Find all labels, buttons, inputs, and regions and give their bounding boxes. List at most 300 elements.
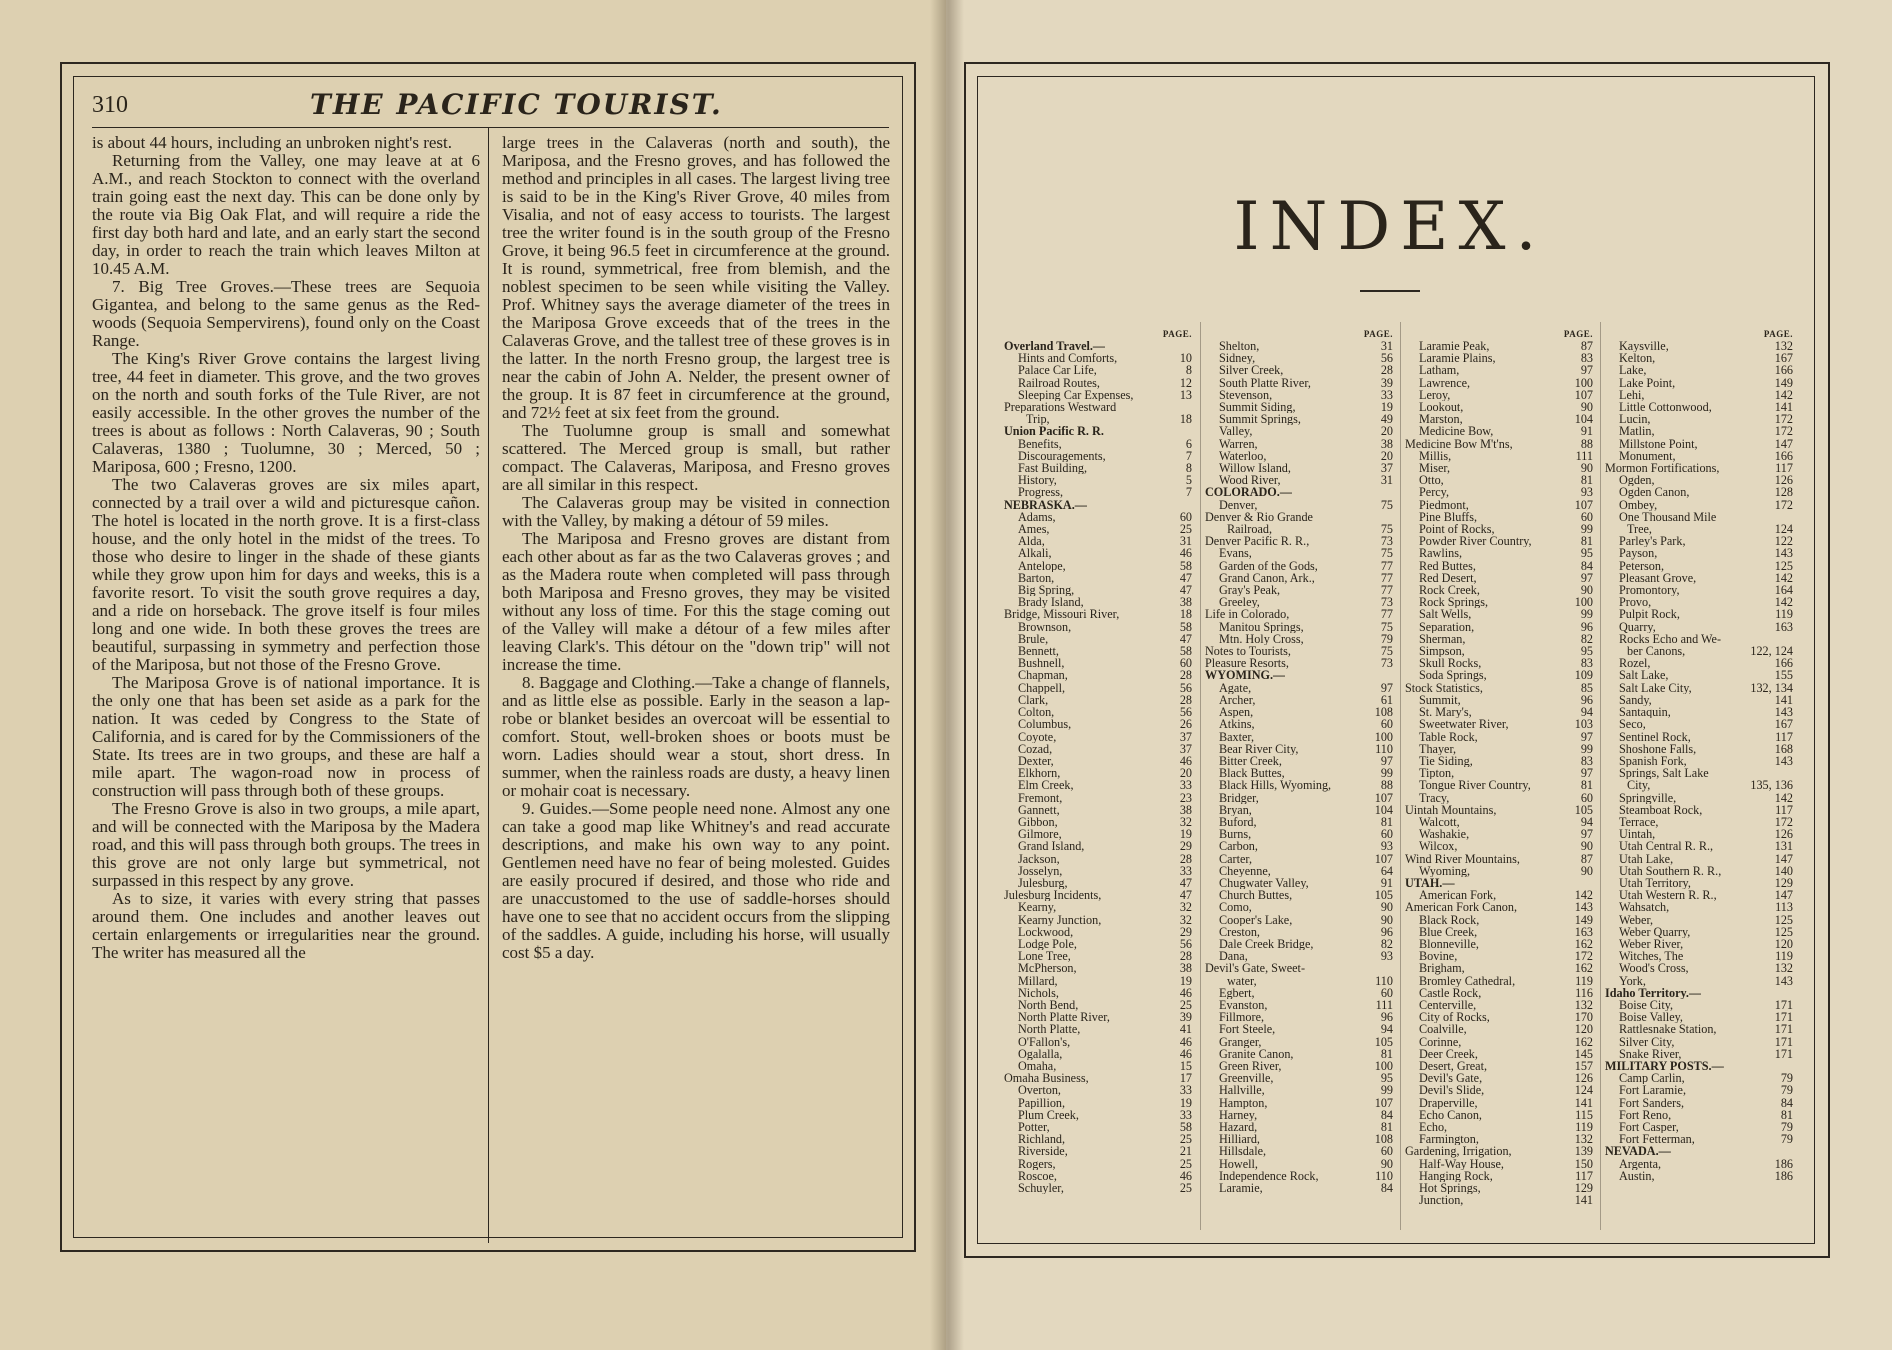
index-entry [1004,486,1192,498]
paragraph: The King's River Grove contains the largest living tree, 44 feet in diameter. This grove, and the two groves on the north and south forks of the Tule River, are not easily accessible. In the other groves the number of the trees is about as follows : North Calaveras, 90 ; South Calaveras, 1380 ; Tuolumne, 30 ; Merced, 50 ; Mariposa, 600 ; Fresno, 1200. [92,349,480,476]
index-entry [1605,511,1793,523]
index-entry-page: 46 [1179,753,1192,768]
index-entry-page: 97 [1580,729,1593,744]
index-entry [1605,682,1793,694]
index-entry-name: Quarry, [1619,620,1656,633]
index-entry-page: 97 [1380,680,1393,695]
index-entry-name: Hilliard, [1219,1133,1260,1146]
index-entry-name: Railroad Routes, [1018,376,1100,389]
index-entry-name: Roscoe, [1018,1169,1057,1183]
index-entry-name: Hampton, [1219,1096,1268,1109]
index-entry-page: 90 [1380,900,1393,915]
index-entry [1605,1011,1793,1023]
index-entry-page: 139 [1574,1144,1593,1159]
index-entry-name: Hazard, [1219,1121,1258,1134]
index-entry-name: Promontory, [1619,584,1680,597]
index-entry-page: 171 [1774,1010,1793,1025]
index-entry-page: 46 [1179,1168,1192,1183]
index-entry [1205,377,1393,389]
index-entry [1405,792,1593,804]
index-entry [1605,401,1793,413]
index-entry-name: Carbon, [1219,840,1258,853]
index-entry-page: 171 [1774,1046,1793,1061]
index-entry-name: Nichols, [1018,986,1059,999]
index-entry-name: Terrace, [1619,815,1659,829]
index-entry-name: Lodge Pole, [1018,937,1077,951]
index-entry [1004,401,1192,413]
index-entry [1405,584,1593,596]
paragraph: The Mariposa Grove is of national importance. It is the only one that has been set aside as a park for the nation. It was ceded by Congress to the State of California, and is cared for by the Commissioners of the State. Its trees are in two groups, and these are half a mile apart. The wagon-road now in process of construction will pass through both of these groups. [92,673,480,800]
index-entry [1405,975,1593,987]
index-entry-page: 81 [1380,814,1393,829]
index-entry [1605,694,1793,706]
index-entry-page: 141 [1574,1095,1593,1110]
index-entry-name: Farmington, [1419,1133,1479,1146]
index-entry-name: Coyote, [1018,730,1057,743]
index-entry-name: Argenta, [1619,1157,1662,1170]
index-entry [1205,743,1393,755]
index-entry-page: 110 [1375,1168,1393,1183]
index-entry-page: 46 [1179,1046,1192,1061]
index-entry [1605,938,1793,950]
index-entry-page: 96 [1380,924,1393,939]
index-entry [1605,462,1793,474]
index-entry-name: Schuyler, [1018,1182,1064,1195]
index-entry-name: Sentinel Rock, [1619,730,1691,743]
index-entry-name: Gilmore, [1018,828,1062,841]
index-entry [1405,413,1593,425]
index-entry-page: 47 [1179,875,1192,890]
index-entry [1004,999,1192,1011]
index-entry-name: Gibbon, [1018,815,1058,829]
index-entry-name: Point of Rocks, [1419,523,1495,536]
index-entry [1405,352,1593,364]
index-entry [1205,706,1393,718]
index-entry-page: 56 [1179,936,1192,951]
index-entry-page: 100 [1374,1058,1393,1073]
index-entry-name: Big Spring, [1018,584,1075,597]
index-entry-name: Matlin, [1619,425,1655,438]
index-entry-name: Peterson, [1619,559,1665,572]
index-entry [1605,486,1793,498]
index-entry [1205,560,1393,572]
index-entry-page: 82 [1380,936,1393,951]
index-entry [1205,865,1393,877]
index-entry [1405,462,1593,474]
index-entry-name: Gannett, [1018,803,1060,816]
index-entry-page: 135, 136 [1750,778,1793,793]
index-entry-name: Bromley Cathedral, [1419,974,1516,987]
index-entry-name: Brady Island, [1018,596,1084,609]
index-entry [1605,889,1793,901]
index-entry-name: Pleasure Resorts, [1205,657,1289,670]
index-entry-name: water, [1227,974,1257,987]
index-entry-page: 164 [1774,583,1793,598]
index-entry [1205,901,1393,913]
index-entry-page: 58 [1179,619,1192,634]
index-entry-name: Fast Building, [1018,462,1088,475]
index-entry-page: 99 [1380,766,1393,781]
index-entry-name: Jackson, [1018,852,1060,865]
index-section-heading [1004,425,1192,437]
index-entry [1004,938,1192,950]
index-entry [1205,450,1393,462]
index-entry-name: Lehi, [1619,388,1645,402]
index-entry-page: 29 [1179,839,1192,854]
index-entry [1004,1121,1192,1133]
index-entry-name: Howell, [1219,1157,1258,1170]
index-entry-name: Shelton, [1219,340,1260,353]
index-entry [1405,450,1593,462]
index-entry [1405,999,1593,1011]
index-entry [1605,560,1793,572]
index-entry [1004,828,1192,840]
column-divider [488,128,489,1243]
index-entry-name: Camp Carlin, [1619,1072,1685,1085]
index-entry-name: Overton, [1018,1084,1061,1097]
index-entry-name: Devil's Gate, Sweet- [1205,962,1306,975]
index-entry-name: Centerville, [1419,998,1477,1012]
paragraph: 7. Big Tree Groves.—These trees are Sequoia Gigantea, and belong to the same genus as the Red-woods (Sequoia Sempervirens), found only on the Coast Range. [92,277,480,350]
index-entry-name: Ogalalla, [1018,1047,1063,1060]
index-entry-name: Summit Springs, [1219,413,1301,426]
index-entry [1004,511,1192,523]
index-entry-page: 126 [1574,1071,1593,1086]
index-entry [1004,1072,1192,1084]
index-entry-page: 170 [1574,1010,1593,1025]
index-entry-name: Corinne, [1419,1035,1462,1048]
index-entry [1605,608,1793,620]
index-entry [1605,1158,1793,1170]
index-entry-name: Life in Colorado, [1205,608,1290,621]
index-entry [1004,474,1192,486]
index-entry-page: 38 [1179,595,1192,610]
index-entry [1004,914,1192,926]
paragraph: large trees in the Calaveras (north and south), the Mariposa, and the Fresno groves, and has followed the method and principles in all cases. The largest living tree is said to be in the King's River Grove, 40 miles from Visalia, and not of easy access to tourists. The largest tree the writer found is in the south group of the Fresno Grove, it being 96.5 feet in circumference at the ground. It is round, symmetrical, free from blemish, and the noblest specimen to be seen while visiting the Valley. Prof. Whitney says the average diameter of the trees in the Mariposa Grove exceeds that of the trees in the Calaveras Grove, and the tallest tree of these groves is in the latter. In the north Fresno group, the largest tree is near the cabin of John A. Nelder, the present owner of the group. It is 87 feet in circumference at the ground, and 72½ feet at six feet from the ground. [502,134,890,422]
index-entry [1004,779,1192,791]
index-entry-page: 26 [1179,717,1192,732]
index-entry-page: 19 [1179,827,1192,842]
index-entry-name: Bushnell, [1018,657,1065,670]
index-entry [1205,1121,1393,1133]
index-entry [1605,621,1793,633]
index-entry-name: Wilcox, [1419,840,1458,853]
index-entry [1004,657,1192,669]
index-section-heading [1605,987,1793,999]
index-entry-name: Snake River, [1619,1047,1682,1060]
index-entry-page: 28 [1179,949,1192,964]
index-entry-name: Summit, [1419,693,1461,707]
index-entry-name: Independence Rock, [1219,1169,1319,1183]
index-entry-name: Blonneville, [1419,937,1479,951]
index-entry-name: Utah Central R. R., [1619,840,1714,853]
index-entry-page: 46 [1179,546,1192,561]
index-entry-name: Fort Steele, [1219,1023,1276,1036]
index-entry-page: 79 [1780,1071,1793,1086]
index-entry [1205,462,1393,474]
index-entry-name: Creston, [1219,925,1260,938]
index-entry [1605,547,1793,559]
index-entry-name: Alda, [1018,535,1045,548]
index-entry-name: Half-Way House, [1419,1157,1504,1170]
index-entry-name: Julesburg, [1018,876,1068,890]
index-entry-page: 125 [1774,558,1793,573]
index-entry-name: Weber, [1619,913,1654,926]
index-entry [1605,975,1793,987]
index-entry-name: Table Rock, [1419,730,1478,743]
index-entry-page: 117 [1575,1168,1593,1183]
index-separator [1200,322,1201,1230]
index-entry [1004,840,1192,852]
index-entry-page: 17 [1179,1071,1192,1086]
index-entry-page: 97 [1580,363,1593,378]
index-column-2 [1205,328,1393,1233]
index-entry [1405,1036,1593,1048]
index-entry-page: 143 [1774,705,1793,720]
index-entry-page: 140 [1774,863,1793,878]
index-entry-page: 93 [1380,839,1393,854]
index-entry [1605,792,1793,804]
index-entry-page: 85 [1580,680,1593,695]
index-entry-name: Marston, [1419,413,1463,426]
index-entry-page: 147 [1774,851,1793,866]
index-entry [1205,608,1393,620]
index-entry [1004,706,1192,718]
index-entry-name: Pine Bluffs, [1419,510,1478,524]
index-entry-page: 142 [1774,595,1793,610]
index-entry-page: 166 [1774,448,1793,463]
index-entry [1004,731,1192,743]
index-entry-page: 81 [1580,473,1593,488]
index-entry-page: 162 [1574,1034,1593,1049]
index-entry-page: 103 [1574,717,1593,732]
index-entry-name: Lookout, [1419,401,1464,414]
index-entry-name: Chugwater Valley, [1219,876,1309,890]
index-entry-name: Lockwood, [1018,925,1074,938]
index-entry-page: 47 [1179,583,1192,598]
index-entry [1405,1048,1593,1060]
index-entry-name: Greenville, [1219,1072,1274,1085]
index-entry-name: Parley's Park, [1619,535,1686,548]
index-entry-name: Bear River City, [1219,742,1299,755]
index-entry-page: 83 [1580,753,1593,768]
index-entry-name: Shoshone Falls, [1619,742,1697,755]
index-entry-name: Salt Lake, [1619,669,1669,682]
index-entry [1405,938,1593,950]
index-entry-name: St. Mary's, [1419,706,1472,719]
index-entry-name: Fort Fetterman, [1619,1133,1695,1146]
index-entry-name: Laramie Peak, [1419,340,1490,353]
index-entry [1605,877,1793,889]
index-entry [1205,718,1393,730]
index-entry-name: One Thousand Mile [1619,510,1717,524]
index-entry-page: 61 [1380,692,1393,707]
index-entry [1205,828,1393,840]
index-entry-page: 186 [1774,1156,1793,1171]
index-entry [1205,389,1393,401]
index-entry-name: City, [1627,779,1651,792]
index-entry [1605,718,1793,730]
index-entry-page: 94 [1580,705,1593,720]
index-entry-name: Palace Car Life, [1018,364,1097,377]
index-entry-page: 32 [1179,900,1192,915]
index-entry-page: 25 [1179,1156,1192,1171]
index-entry-name: Barton, [1018,571,1055,585]
index-entry [1205,792,1393,804]
index-entry-name: Ogden, [1619,474,1655,487]
index-entry-name: Tie Siding, [1419,754,1473,768]
index-entry [1605,523,1793,535]
index-entry-page: 97 [1580,570,1593,585]
header-rule [92,127,889,128]
index-entry-name: Boise Valley, [1619,1011,1683,1024]
index-entry-name: Utah Territory, [1619,876,1691,890]
index-entry-name: Evans, [1219,547,1252,560]
index-entry [1004,926,1192,938]
index-entry [1605,743,1793,755]
index-entry-page: 142 [1774,570,1793,585]
index-entry-name: Summit Siding, [1219,401,1296,414]
index-entry-name: Weber River, [1619,937,1684,951]
index-entry-page: 77 [1380,558,1393,573]
index-entry [1405,694,1593,706]
index-entry-name: Warren, [1219,437,1258,450]
index-entry-page: 28 [1179,692,1192,707]
index-entry-page: 60 [1380,1144,1393,1159]
index-entry-name: Red Desert, [1419,571,1477,585]
index-entry-name: Evanston, [1219,998,1268,1012]
index-entry-name: Wyoming, [1419,864,1471,877]
index-entry-page: 75 [1380,522,1393,537]
index-section-heading [1605,1145,1793,1157]
index-entry [1205,1023,1393,1035]
index-entry [1004,572,1192,584]
index-entry [1205,401,1393,413]
index-section-heading [1004,499,1192,511]
index-entry-page: 104 [1574,412,1593,427]
running-head: THE PACIFIC TOURIST. [310,88,723,121]
index-entry [1405,718,1593,730]
index-entry-page: 15 [1179,1058,1192,1073]
index-entry-name: NEVADA.— [1605,1145,1671,1158]
index-entry [1205,352,1393,364]
index-entry [1405,987,1593,999]
index-entry [1605,1072,1793,1084]
index-entry-name: Cooper's Lake, [1219,913,1293,926]
index-entry [1205,1036,1393,1048]
index-entry-page: 142 [1774,387,1793,402]
index-entry-page: 47 [1179,631,1192,646]
index-entry [1405,669,1593,681]
index-entry-name: Josselyn, [1018,864,1063,877]
index-entry [1405,779,1593,791]
index-entry-name: Buford, [1219,815,1257,829]
index-entry-page: 88 [1580,436,1593,451]
index-entry-page: 100 [1374,729,1393,744]
index-entry [1004,889,1192,901]
index-entry-name: Wahsatch, [1619,901,1670,914]
index-entry-page: 37 [1179,729,1192,744]
index-entry [1405,1084,1593,1096]
index-entry [1605,755,1793,767]
index-entry-name: Rogers, [1018,1157,1056,1170]
index-entry [1004,352,1192,364]
index-entry [1405,950,1593,962]
index-entry [1205,425,1393,437]
index-entry-page: 60 [1580,509,1593,524]
index-entry-page: 81 [1780,1107,1793,1122]
index-entry-name: Monument, [1619,449,1676,463]
index-entry-name: Valley, [1219,425,1253,438]
index-entry-page: 77 [1380,570,1393,585]
index-entry-page: 97 [1580,827,1593,842]
index-entry [1004,1048,1192,1060]
index-entry-name: Waterloo, [1219,449,1267,463]
index-entry-page: 91 [1380,875,1393,890]
index-entry [1004,987,1192,999]
index-entry [1205,364,1393,376]
index-entry-page: 117 [1775,461,1793,476]
index-entry-page: 125 [1774,912,1793,927]
index-section-heading [1205,486,1393,498]
index-entry-page [1188,499,1192,511]
index-entry [1205,804,1393,816]
index-entry [1605,816,1793,828]
index-entry-page: 143 [1774,753,1793,768]
index-entry [1004,1060,1192,1072]
index-entry-page: 83 [1580,656,1593,671]
index-entry-name: Lone Tree, [1018,950,1071,963]
index-entry-name: Seco, [1619,718,1646,731]
index-entry-name: Laramie, [1219,1182,1263,1195]
index-column-4 [1605,328,1793,1233]
index-entry-page: 91 [1580,424,1593,439]
index-entry [1205,840,1393,852]
index-entry [1605,1023,1793,1035]
index-entry-name: UTAH.— [1405,876,1455,890]
index-entry [1405,621,1593,633]
index-entry [1004,792,1192,804]
index-entry-page: 120 [1774,936,1793,951]
index-entry-name: Lucin, [1619,413,1651,426]
index-entry-name: Dale Creek Bridge, [1219,937,1314,951]
index-entry [1205,682,1393,694]
index-entry-name: Bitter Creek, [1219,754,1282,768]
index-entry [1205,779,1393,791]
index-entry [1605,1133,1793,1145]
index-entry [1405,486,1593,498]
index-entry-page: 163 [1574,924,1593,939]
index-entry [1004,1145,1192,1157]
index-entry [1605,450,1793,462]
index-entry [1405,743,1593,755]
index-entry-name: Brigham, [1419,962,1465,975]
index-entry [1004,962,1192,974]
index-entry [1205,889,1393,901]
index-entry [1605,377,1793,389]
index-entry-name: Plum Creek, [1018,1108,1079,1121]
index-entry-page: 5 [1185,473,1192,488]
index-entry [1405,425,1593,437]
index-entry-name: ber Canons, [1627,645,1686,658]
index-entry [1405,962,1593,974]
index-section-heading [1405,877,1593,889]
index-entry [1605,779,1793,791]
index-entry [1405,926,1593,938]
index-entry-page: 171 [1774,1022,1793,1037]
index-entry-page: 79 [1780,1132,1793,1147]
index-entry-name: Echo Canon, [1419,1108,1482,1121]
